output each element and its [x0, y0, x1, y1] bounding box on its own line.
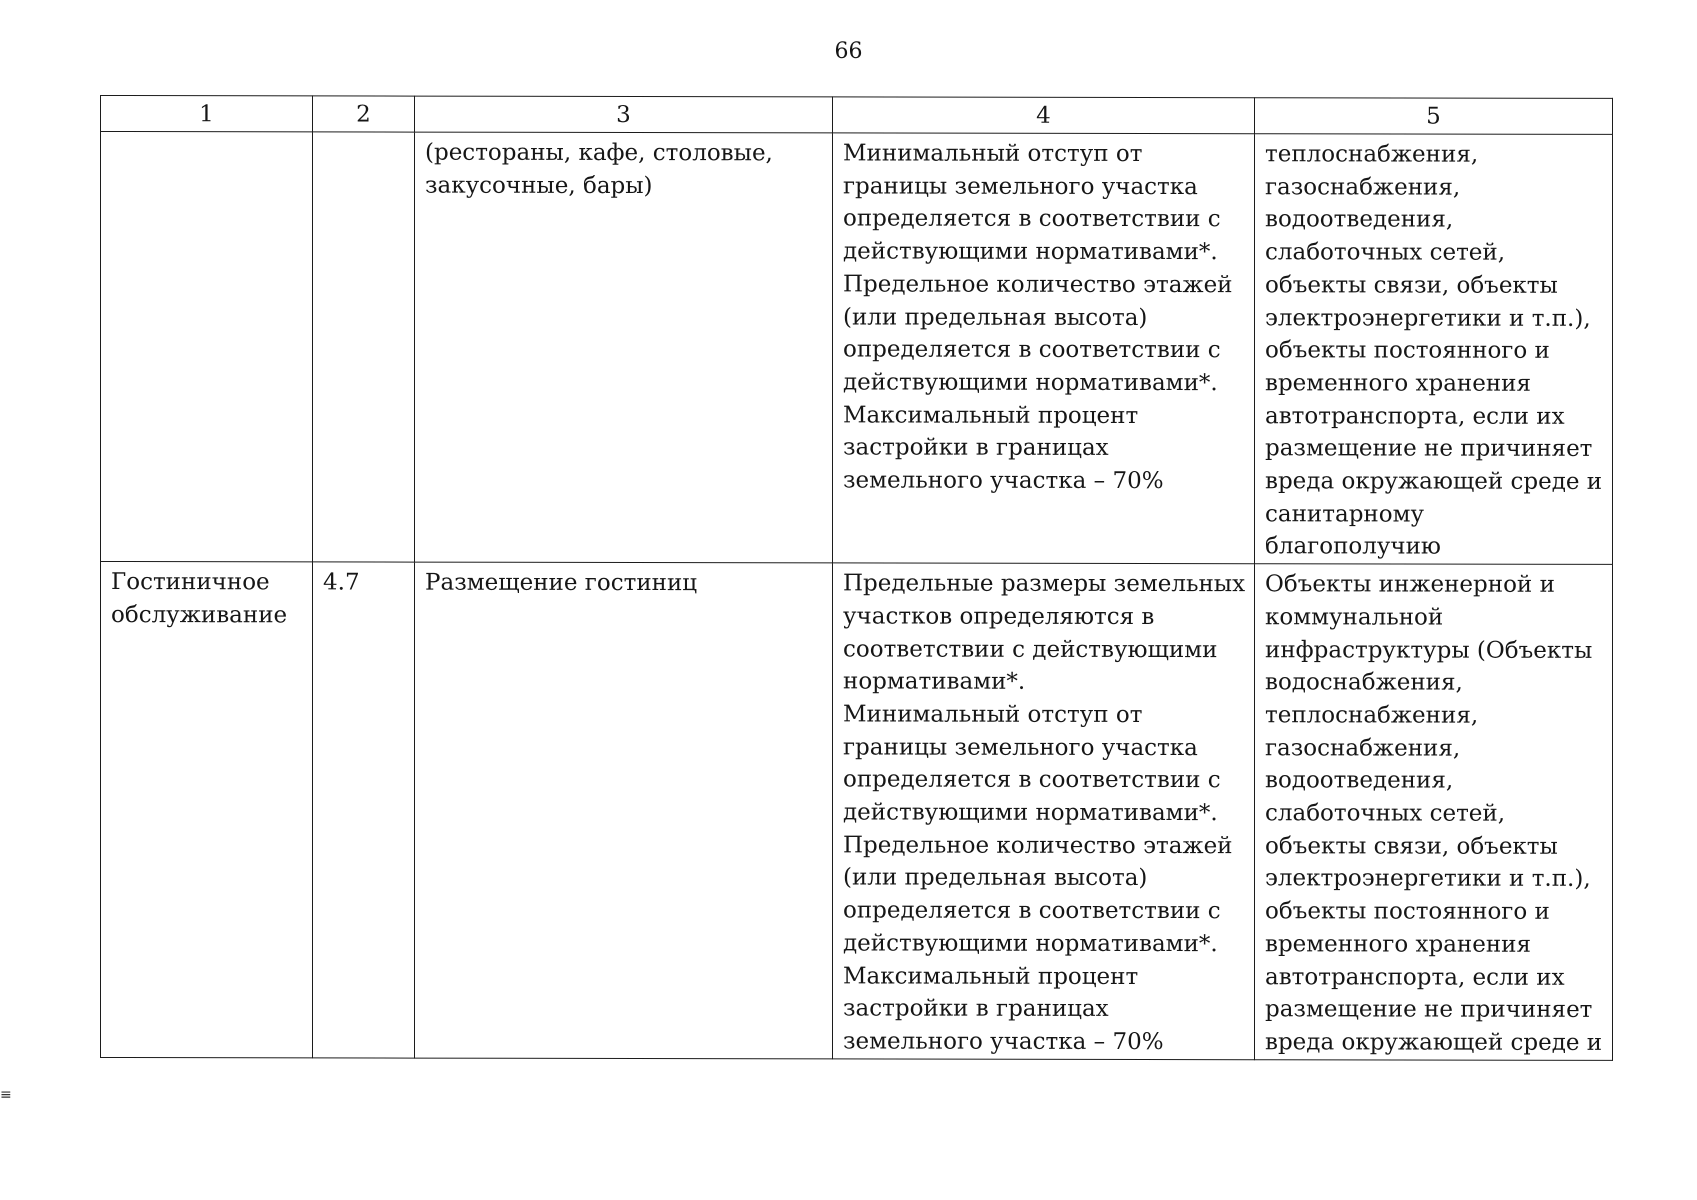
cell-text-line: определяется в соответствии с — [843, 897, 1221, 925]
cell-text-line: Гостиничное — [111, 569, 270, 596]
cell-text-line: благополучию — [1265, 533, 1441, 561]
use-name-cell — [101, 132, 313, 563]
cell-text-line: санитарному — [1265, 500, 1425, 528]
cell-text-line: временного хранения — [1265, 370, 1532, 397]
cell-text-line: размещение не причиняет — [1265, 996, 1593, 1024]
cell-text-line: электроэнергетики и т.п.), — [1265, 304, 1591, 332]
header-cell-3: 3 — [415, 96, 833, 133]
cell-text-line: временного хранения — [1265, 931, 1532, 958]
header-cell-2: 2 — [313, 96, 415, 132]
cell-text-line: объекты постоянного и — [1265, 337, 1550, 365]
cell-text-line: вреда окружающей среде и — [1265, 1029, 1603, 1056]
use-name-cell — [101, 562, 313, 1058]
cell-text-line: водоснабжения, — [1265, 669, 1463, 696]
cell-text-line: (или предельная высота) — [843, 864, 1148, 892]
cell-text-line: инфраструктуры (Объекты — [1265, 636, 1593, 664]
cell-text-line: соответствии с действующими — [843, 635, 1218, 663]
table-row — [101, 132, 1613, 565]
parameters-cell — [833, 563, 1255, 1059]
cell-text-line: коммунальной — [1265, 604, 1444, 631]
cell-text-line: Объекты инженерной и — [1265, 571, 1555, 598]
cell-text-line: водоотведения, — [1265, 206, 1454, 234]
cell-text-line: границы земельного участка — [843, 173, 1198, 200]
cell-text-line: застройки в границах — [843, 434, 1109, 462]
parameters-cell — [833, 133, 1255, 564]
cell-text-line: закусочные, бары) — [425, 172, 653, 199]
cell-text-line: газоснабжения, — [1265, 734, 1461, 762]
cell-text-line: Максимальный процент — [843, 402, 1139, 429]
scan-edge-mark: ≡ — [0, 1087, 12, 1103]
cell-text-line: электроэнергетики и т.п.), — [1265, 865, 1591, 893]
cell-text-line: определяется в соответствии с — [843, 766, 1221, 794]
cell-text-line: автотранспорта, если их — [1265, 963, 1565, 991]
cell-text-line: Минимальный отступ от — [843, 701, 1143, 728]
cell-text-line: 4.7 — [323, 569, 360, 596]
page-number: 66 — [834, 39, 863, 64]
header-cell-5: 5 — [1255, 98, 1613, 135]
cell-text-line: (рестораны, кафе, столовые, — [425, 139, 773, 167]
auxiliary-objects-cell — [1255, 564, 1613, 1060]
cell-text-line: слаботочных сетей, — [1265, 800, 1506, 827]
cell-text-line: действующими нормативами*. — [843, 930, 1218, 958]
cell-text-line: Предельное количество этажей — [843, 832, 1233, 859]
cell-text-line: объекты связи, объекты — [1265, 833, 1558, 860]
cell-text-line: участков определяются в — [843, 603, 1155, 630]
cell-text-line: вреда окружающей среде и — [1265, 468, 1603, 495]
auxiliary-objects-cell — [1255, 134, 1613, 565]
cell-text-line: обслуживание — [111, 601, 288, 629]
cell-text-line: застройки в границах — [843, 995, 1109, 1023]
header-cell-1: 1 — [101, 96, 313, 132]
cell-text-line: объекты связи, объекты — [1265, 272, 1558, 299]
use-code-cell — [313, 562, 415, 1058]
cell-text-line: действующими нормативами*. — [843, 369, 1218, 397]
cell-text-line: (или предельная высота) — [843, 303, 1148, 331]
use-description-cell — [415, 132, 833, 563]
cell-text-line: водоотведения, — [1265, 767, 1454, 794]
cell-text-line: размещение не причиняет — [1265, 435, 1593, 463]
cell-text-line: теплоснабжения, — [1265, 141, 1479, 168]
cell-text-line: теплоснабжения, — [1265, 702, 1479, 729]
cell-text-line: автотранспорта, если их — [1265, 402, 1565, 430]
table-row — [101, 562, 1613, 1060]
table-header-row — [101, 96, 1613, 135]
cell-text-line: объекты постоянного и — [1265, 898, 1550, 925]
cell-text-line: земельного участка – 70% — [843, 1028, 1164, 1056]
header-cell-4: 4 — [833, 97, 1255, 134]
cell-text-line: Предельные размеры земельных — [843, 570, 1246, 598]
cell-text-line: границы земельного участка — [843, 734, 1198, 761]
cell-text-line: земельного участка – 70% — [843, 467, 1164, 495]
use-code-cell — [313, 132, 415, 562]
cell-text-line: Предельное количество этажей — [843, 271, 1233, 298]
cell-text-line: нормативами*. — [843, 668, 1026, 696]
cell-text-line: действующими нормативами*. — [843, 799, 1218, 827]
cell-text-line: Размещение гостиниц — [425, 569, 698, 597]
cell-text-line: слаботочных сетей, — [1265, 239, 1506, 266]
cell-text-line: определяется в соответствии с — [843, 205, 1221, 233]
cell-text-line: Максимальный процент — [843, 963, 1139, 990]
cell-text-line: газоснабжения, — [1265, 173, 1461, 201]
cell-text-line: действующими нормативами*. — [843, 238, 1218, 266]
cell-text-line: Минимальный отступ от — [843, 140, 1143, 168]
cell-text-line: определяется в соответствии с — [843, 336, 1221, 364]
use-description-cell — [415, 562, 833, 1058]
zoning-table — [100, 95, 1613, 1061]
